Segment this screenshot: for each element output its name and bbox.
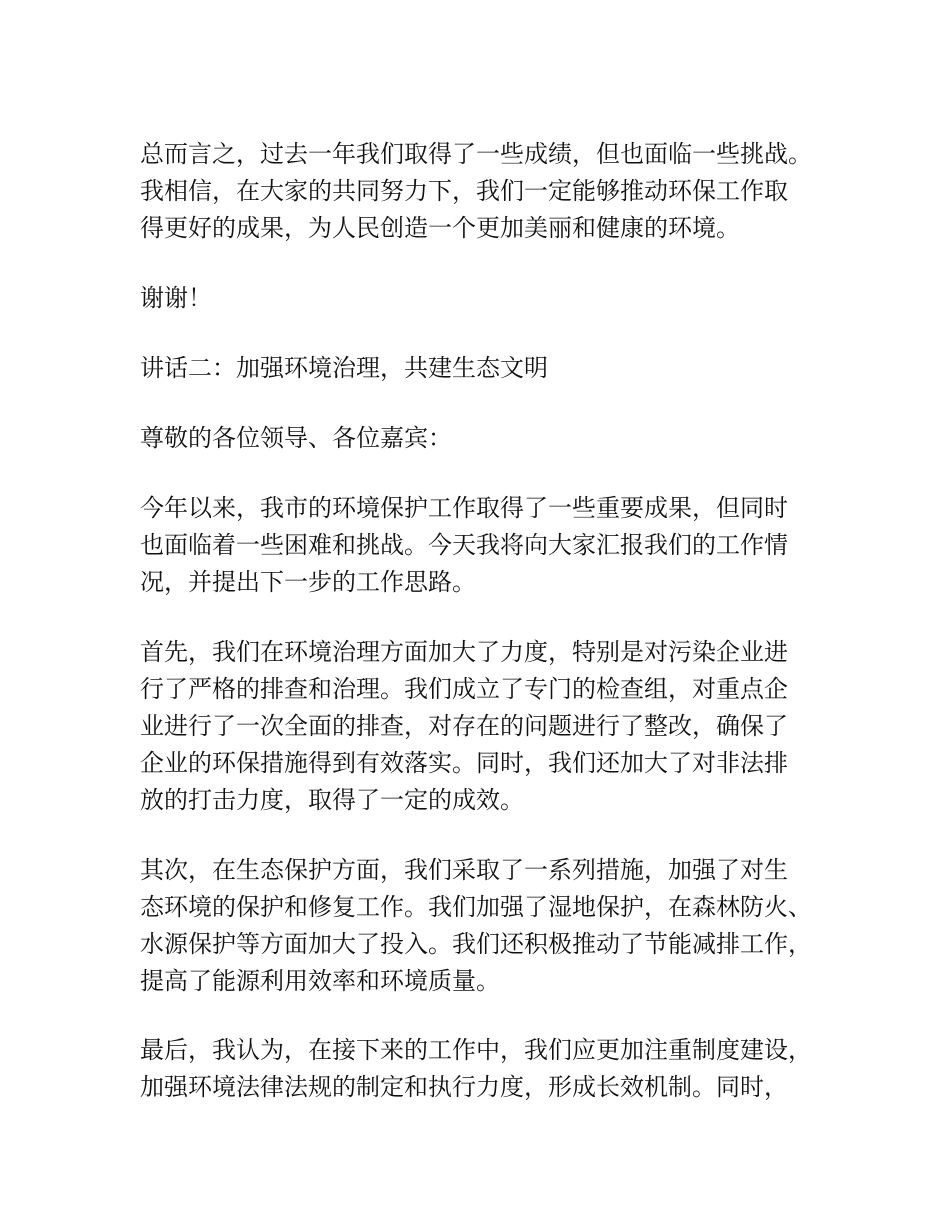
- text-line: 得更好的成果，为人民创造一个更加美丽和健康的环境。: [140, 214, 740, 242]
- speech-title: [140, 350, 840, 387]
- text-line: 今年以来，我市的环境保护工作取得了一些重要成果，但同时: [140, 494, 788, 522]
- text-line: 态环境的保护和修复工作。我们加强了湿地保护，在森林防火、: [140, 893, 812, 921]
- text-line: 水源保护等方面加大了投入。我们还积极推动了节能减排工作，: [140, 930, 812, 958]
- paragraph-first: [140, 634, 840, 819]
- text-line: 我相信，在大家的共同努力下，我们一定能够推动环保工作取: [140, 177, 788, 205]
- text-line: 行了严格的排查和治理。我们成立了专门的检查组，对重点企: [140, 675, 788, 703]
- text-line: 其次，在生态保护方面，我们采取了一系列措施，加强了对生: [140, 856, 788, 884]
- paragraph-conclusion: [140, 136, 840, 247]
- text-line: 提高了能源利用效率和环境质量。: [140, 967, 500, 995]
- text-line: 谢谢！: [140, 284, 212, 312]
- paragraph-intro: [140, 490, 840, 601]
- text-line: 企业的环保措施得到有效落实。同时，我们还加大了对非法排: [140, 749, 788, 777]
- text-line: 讲话二：加强环境治理，共建生态文明: [140, 354, 548, 382]
- text-line: 总而言之，过去一年我们取得了一些成绩，但也面临一些挑战。: [140, 140, 812, 168]
- text-line: 首先，我们在环境治理方面加大了力度，特别是对污染企业进: [140, 638, 788, 666]
- paragraph-second: [140, 852, 840, 1000]
- text-line: 最后，我认为，在接下来的工作中，我们应更加注重制度建设，: [140, 1036, 812, 1064]
- text-line: 尊敬的各位领导、各位嘉宾：: [140, 424, 452, 452]
- text-line: 也面临着一些困难和挑战。今天我将向大家汇报我们的工作情: [140, 531, 788, 559]
- text-line: 加强环境法律法规的制定和执行力度，形成长效机制。同时，: [140, 1073, 788, 1101]
- text-line: 况，并提出下一步的工作思路。: [140, 568, 476, 596]
- text-line: 业进行了一次全面的排查，对存在的问题进行了整改，确保了: [140, 712, 788, 740]
- paragraph-last: [140, 1032, 840, 1106]
- text-line: 放的打击力度，取得了一定的成效。: [140, 786, 524, 814]
- paragraph-thanks: [140, 280, 840, 317]
- paragraph-salutation: [140, 420, 840, 457]
